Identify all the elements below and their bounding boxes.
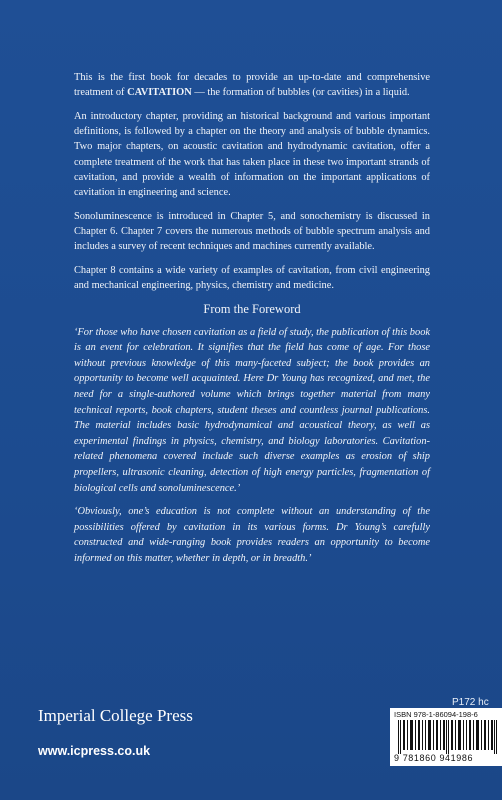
publisher-name: Imperial College Press [38, 706, 193, 725]
isbn-text: ISBN 978-1-86094-198-6 [394, 710, 478, 719]
publisher-url[interactable]: www.icpress.co.uk [38, 744, 151, 758]
blurb-paragraph-3: Sonoluminescence is introduced in Chapter 5, and sonochemistry is discussed in Chapter 6. Chapter 7 covers the numerous methods of bubble spectrum analysis and includes a survey of recent techniques and machines currently available. [74, 210, 430, 253]
barcode-bars [396, 720, 498, 754]
foreword-heading: From the Foreword [203, 301, 301, 316]
cavitation-keyword: CAVITATION [127, 87, 192, 99]
blurb-paragraph-1 [74, 70, 430, 100]
foreword-quote-1: ‘For those who have chosen cavitation as a field of study, the publication of this book is an event for celebration. It signifies that the field has come of age. For those without previous knowledge of this many-faceted subject; the book provides an opportunity to become well acquainted. Here Dr Young has recognized, and met, the need for a single-authored volume which brings together material from many technical reports, book chapters, student theses and countless journal publications. The material includes basic hydrodynamical and acoustical theory, as well as experimental findings in physics, chemistry, and biology laboratories. Cavitation-related phenomena covered include such diverse examples as erosion of ship propellers, ultrasonic cleaning, detection of high energy particles, fragmentation of biological cells and sonoluminescence.’ [74, 326, 430, 494]
barcode-digits: 9 781860 941986 [394, 753, 474, 763]
blurb-paragraph-4: Chapter 8 contains a wide variety of examples of cavitation, from civil engineering and mechanical engineering, physics, chemistry and medicine. [74, 264, 430, 291]
price-code: P172 hc [452, 697, 489, 708]
blurb-p1-text: This is the first book for decades to provide an up-to-date and comprehensive treatment of [74, 72, 430, 99]
foreword-quote-2: ‘Obviously, one’s education is not complete without an understanding of the possibilities offered by cavitation in its various forms. Dr Young’s carefully constructed and wide-ranging book provides readers an opportunity to become informed on this matter, whether in depth, or in breadth.’ [74, 506, 430, 564]
blurb-section [74, 70, 430, 575]
isbn-barcode [390, 708, 502, 766]
blurb-p1-text-end: — the formation of bubbles (or cavities) in a liquid. [191, 87, 410, 99]
blurb-paragraph-2: An introductory chapter, providing an historical background and various important definitions, is followed by a chapter on the theory and analysis of bubble dynamics. Two major chapters, on acoustic cavitation and hydrodynamic cavitation, offer a complete treatment of the work that has taken place in these two important strands of cavitation, and provide a wealth of information on the important applications of cavitation in engineering and science. [74, 110, 430, 198]
